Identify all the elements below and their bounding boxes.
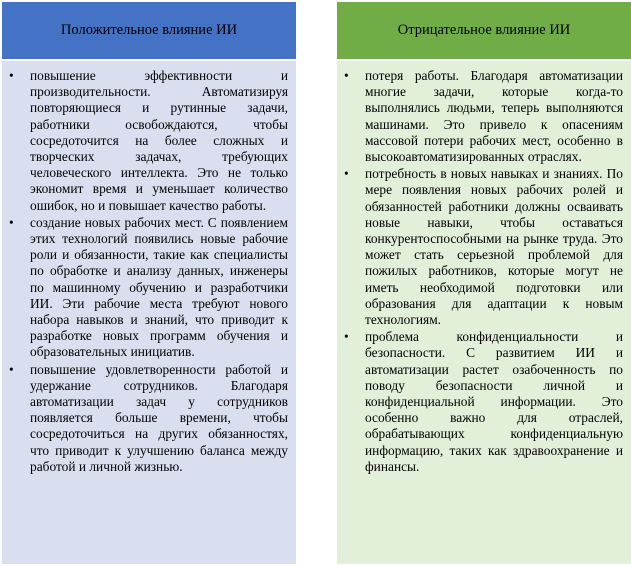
positive-impact-list (9, 68, 288, 475)
positive-impact-column (2, 2, 296, 564)
list-item-text: повышение эффективности и производительности. Автоматизируя повторяющиеся и рутинные задачи, работники освобождаются, чтобы сосредоточится на более сложных и творческих задачах, требующих человеческого интеллекта. Это не только экономит время и уменьшает количество ошибок, но и повышает качество работы. (30, 68, 288, 213)
list-item (9, 362, 288, 475)
list-item-text: проблема конфиденциальности и безопасности. С развитием ИИ и автоматизации растет озабоченность по поводу безопасности личной и конфиденциальной информации. Это особенно важно для отраслей, обрабатывающих конфиденциальную информацию, таких как здравоохранение и финансы. (365, 329, 623, 474)
list-item-text: потребность в новых навыках и знаниях. По мере появления новых рабочих ролей и обязанностей работники должны осваивать новые навыки, чтобы оставаться конкурентоспособными на рынке труда. Это может стать серьезной проблемой для пожилых работников, которые могут не иметь необходимой подготовки или образования для адаптации к новым технологиям. (365, 166, 623, 328)
list-item (344, 68, 623, 165)
list-item (9, 215, 288, 361)
positive-impact-header: Положительное влияние ИИ (2, 2, 296, 61)
list-item (344, 329, 623, 475)
negative-impact-body (337, 61, 631, 564)
bullet-icon: • (344, 166, 349, 182)
list-item (344, 166, 623, 328)
bullet-icon: • (344, 329, 349, 345)
negative-impact-column (337, 2, 631, 564)
list-item-text: потеря работы. Благодаря автоматизации многие задачи, которые когда-то выполнялись людьми, теперь выполняются машинами. Это привело к опасениям массовой потери рабочих мест, особенно в высокоавтоматизированных отраслях. (365, 68, 623, 165)
positive-impact-body (2, 61, 296, 564)
bullet-icon: • (344, 68, 349, 83)
negative-impact-header: Отрицательное влияние ИИ (337, 2, 631, 61)
negative-impact-list (344, 68, 623, 475)
bullet-icon: • (9, 361, 14, 377)
bullet-icon: • (9, 68, 14, 83)
bullet-icon: • (9, 214, 14, 230)
list-item (9, 68, 288, 214)
list-item-text: повышение удовлетворенности работой и удержание сотрудников. Благодаря автоматизации задач у сотрудников появляется больше времени, чтобы сосредоточиться на других обязанностях, что приводит к улучшению баланса между работой и личной жизнью. (30, 361, 288, 474)
list-item-text: создание новых рабочих мест. С появлением этих технологий появились новые рабочие роли и обязанности, такие как специалисты по обработке и анализу данных, инженеры по машинному обучению и разработчики ИИ. Эти рабочие места требуют нового набора навыков и знаний, что приводит к разработке новых программ обучения и образовательных инициатив. (30, 214, 288, 360)
